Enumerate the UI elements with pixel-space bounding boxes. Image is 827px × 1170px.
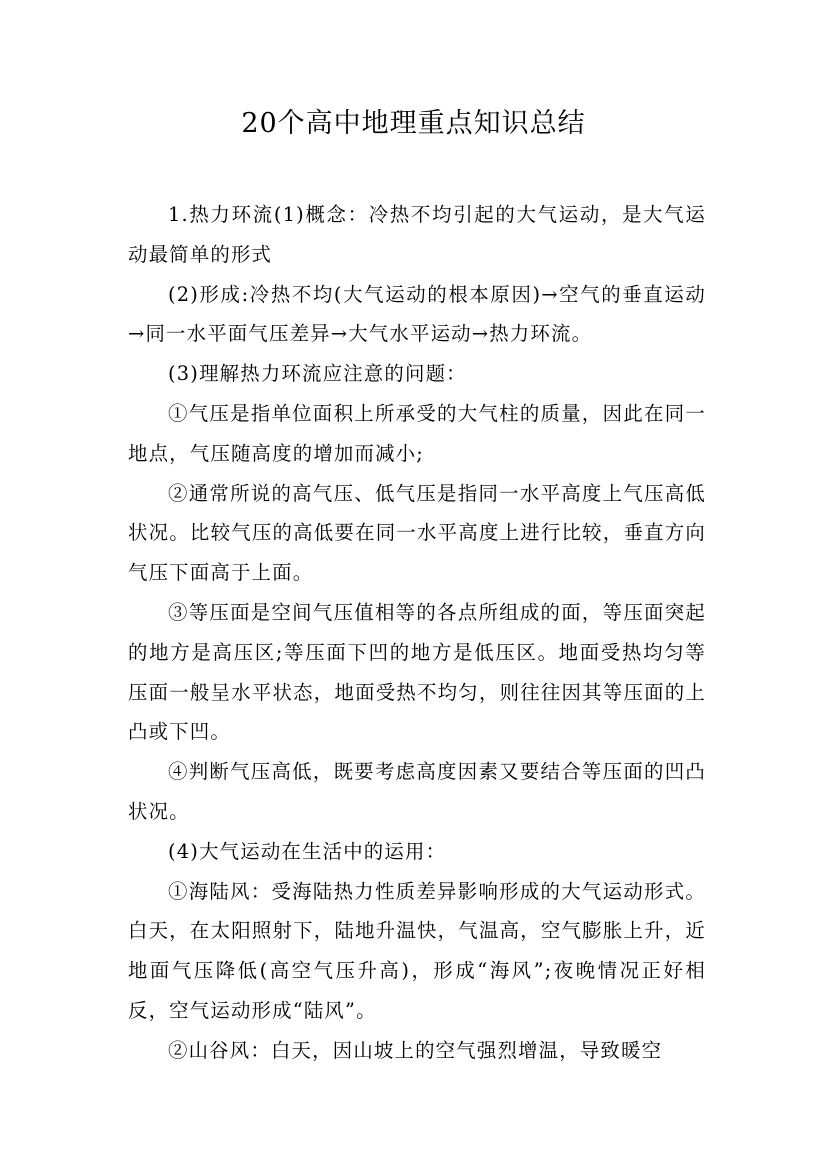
document-body: [128, 195, 706, 1071]
paragraph-valley-breeze: ②山谷风：白天，因山坡上的空气强烈增温，导致暖空: [168, 1038, 663, 1062]
paragraph-heat-circulation-concept: 1.热力环流(1)概念：冷热不均引起的大气运动，是大气运动最简单的形式: [128, 203, 706, 266]
paragraph-sea-land-breeze: ①海陆风：受海陆热力性质差异影响形成的大气运动形式。白天，在太阳照射下，陆地升温快，气温高，空气膨胀上升，近地面气压降低(高空气压升高)，形成“海风”;夜晚情况正好相反，空气运动形成“陆风”。: [128, 879, 706, 1022]
paragraph-point-3-isobaric-surface: ③等压面是空间气压值相等的各点所组成的面，等压面突起的地方是高压区;等压面下凹的地方是低压区。地面受热均匀等压面一般呈水平状态，地面受热不均匀，则往往因其等压面的上凸或下凹。: [128, 600, 706, 744]
document-title: 20个高中地理重点知识总结: [241, 108, 586, 139]
paragraph-formation: (2)形成:冷热不均(大气运动的根本原因)→空气的垂直运动→同一水平面气压差异→大气水平运动→热力环流。: [128, 282, 706, 346]
paragraph-point-4-judging-pressure: ④判断气压高低，既要考虑高度因素又要结合等压面的凹凸状况。: [128, 760, 706, 823]
paragraph-point-1-pressure: ①气压是指单位面积上所承受的大气柱的质量，因此在同一地点，气压随高度的增加而减小;: [128, 401, 706, 465]
paragraph-understanding-heading: (3)理解热力环流应注意的问题：: [168, 362, 467, 386]
paragraph-point-2-high-low-pressure: ②通常所说的高气压、低气压是指同一水平高度上气压高低状况。比较气压的高低要在同一水平高度上进行比较，垂直方向气压下面高于上面。: [128, 481, 706, 585]
paragraph-application-heading: (4)大气运动在生活中的运用：: [168, 839, 447, 863]
